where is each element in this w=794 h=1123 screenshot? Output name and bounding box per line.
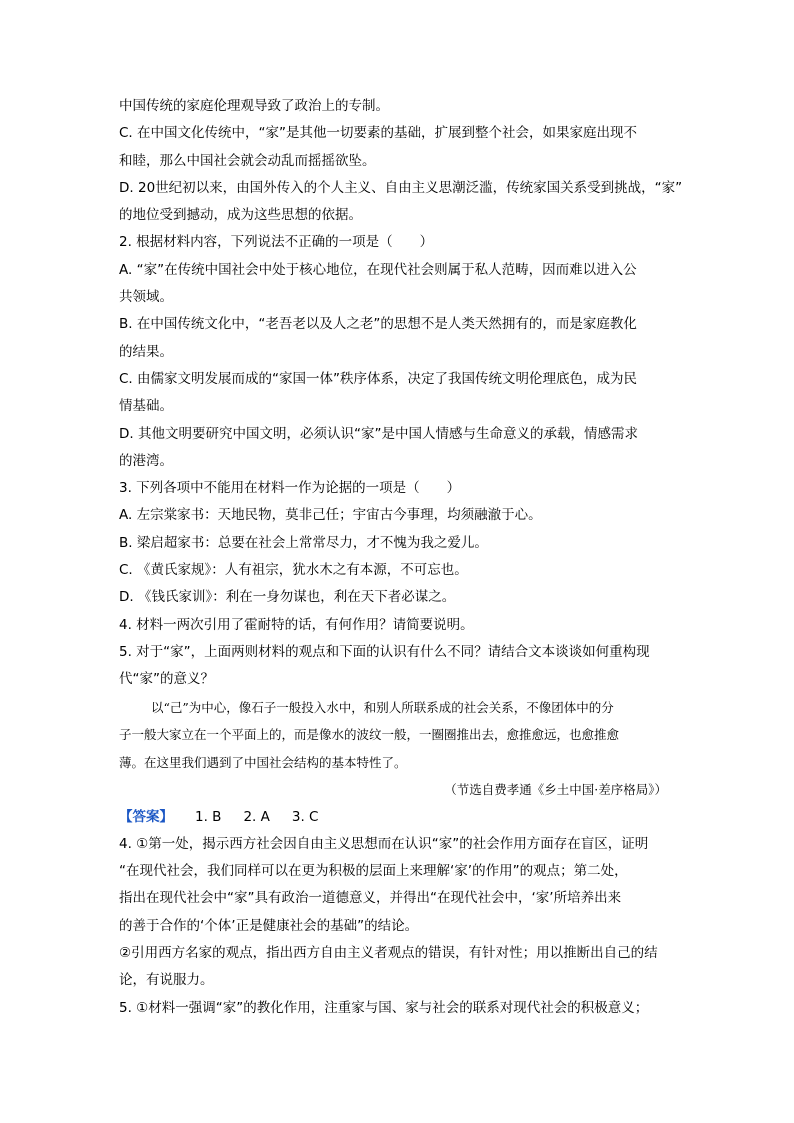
text-line: 情基础。 <box>119 398 173 415</box>
answer-tag: 【答案】 <box>119 808 173 825</box>
text-line: 2. 根据材料内容，下列说法不正确的一项是（ ） <box>119 234 434 251</box>
quote-line: 子一般大家立在一个平面上的，而是像水的波纹一般，一圈圈推出去，愈推愈远，也愈推愈 <box>119 727 620 743</box>
quote-line: 薄。在这里我们遇到了中国社会结构的基本特性了。 <box>119 754 407 770</box>
text-line: 代“家”的意义？ <box>119 671 214 688</box>
text-line: 和睦，那么中国社会就会动乱而摇摇欲坠。 <box>119 152 376 169</box>
text-line: 4. ①第一处，揭示西方社会因自由主义思想而在认识“家”的社会作用方面存在盲区，证明 <box>119 835 649 852</box>
text-line: 中国传统的家庭伦理观导致了政治上的专制。 <box>119 98 389 114</box>
text-line: 5. ①材料一强调“家”的教化作用，注重家与国、家与社会的联系对现代社会的积极意义； <box>119 999 649 1016</box>
text-line: 5. 对于“家”，上面两则材料的观点和下面的认识有什么不同？请结合文本谈谈如何重构现 <box>119 643 650 660</box>
text-line: 4. 材料一两次引用了霍耐特的话，有何作用？请简要说明。 <box>119 616 474 633</box>
text-line: D. 20世纪初以来，由国外传入的个人主义、自由主义思潮泛滥，传统家国关系受到挑战，“家” <box>119 179 683 196</box>
text-line: 3. 下列各项中不能用在材料一作为论据的一项是（ ） <box>119 480 461 497</box>
quote-source: （节选自费孝通《乡土中国·差序格局》） <box>444 782 667 798</box>
question-text <box>119 93 683 694</box>
text-line: C. 《黄氏家规》：人有祖宗，犹水木之有本源，不可忘也。 <box>119 562 468 579</box>
text-line: 的善于合作的‘个体’正是健康社会的基础”的结论。 <box>119 917 419 934</box>
text-line: 的港湾。 <box>119 452 173 469</box>
text-line: C. 由儒家文明发展而成的“家国一体”秩序体系，决定了我国传统文明伦理底色，成为民 <box>119 370 637 387</box>
text-line: C. 在中国文化传统中，“家”是其他一切要素的基础，扩展到整个社会，如果家庭出现不 <box>119 125 637 142</box>
text-line: 论，有说服力。 <box>119 972 214 989</box>
text-line: B. 梁启超家书：总要在社会上常常尽力，才不愧为我之爱儿。 <box>119 534 488 551</box>
answer-explanation <box>119 831 675 1022</box>
quote-line: 以“己”为中心，像石子一般投入水中，和别人所联系成的社会关系，不像团体中的分 <box>151 699 614 715</box>
text-line: D. 其他文明要研究中国文明，必须认识“家”是中国人情感与生命意义的承载，情感需求 <box>119 425 638 442</box>
answer-item: 3. C <box>291 808 319 825</box>
text-line: “在现代社会，我们同样可以在更为积极的层面上来理解‘家’的作用”的观点；第二处， <box>119 863 628 880</box>
answer-item: 1. B <box>195 808 222 825</box>
text-line: A. 左宗棠家书：天地民物，莫非己任；宇宙古今事理，均须融澈于心。 <box>119 507 542 524</box>
text-line: D. 《钱氏家训》：利在一身勿谋也，利在天下者必谋之。 <box>119 589 456 606</box>
answer-line <box>119 804 675 831</box>
text-line: B. 在中国传统文化中，“老吾老以及人之老”的思想不是人类天然拥有的，而是家庭教化 <box>119 316 637 333</box>
answer-item: 2. A <box>243 808 270 825</box>
text-line: 的结果。 <box>119 343 173 360</box>
document-body <box>119 93 683 1022</box>
text-line: ②引用西方名家的观点，指出西方自由主义者观点的错误，有针对性；用以推断出自己的结 <box>119 945 658 962</box>
quoted-passage <box>119 694 675 804</box>
text-line: A. “家”在传统中国社会中处于核心地位，在现代社会则属于私人范畴，因而难以进入公 <box>119 261 637 278</box>
text-line: 的地位受到撼动，成为这些思想的依据。 <box>119 207 362 224</box>
text-line: 共领域。 <box>119 289 173 306</box>
text-line: 指出在现代社会中“家”具有政治一道德意义，并得出“在现代社会中，‘家’所培养出来 <box>119 890 622 907</box>
